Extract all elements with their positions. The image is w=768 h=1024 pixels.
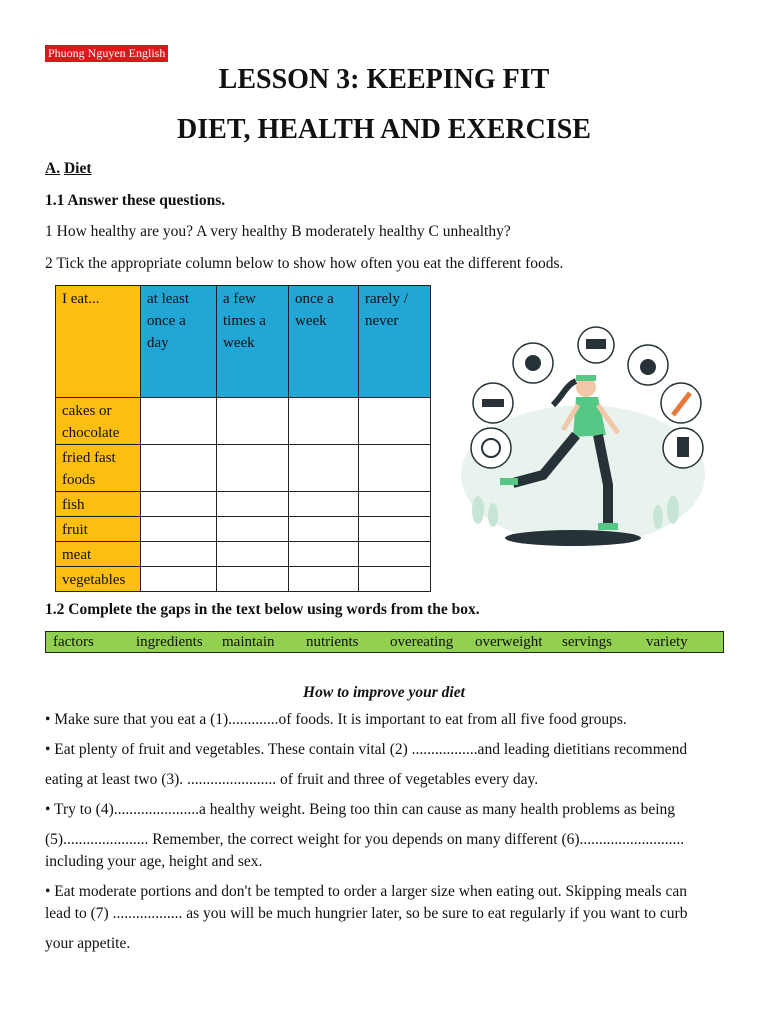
text-line: • Try to (4)......................a healthy weight. Being too thin can cause as many health problems as being: [45, 801, 676, 818]
food-label: fried fast foods: [56, 445, 141, 492]
text-line: your appetite.: [45, 935, 131, 952]
exercise-1-2-heading: 1.2 Complete the gaps in the text below using words from the box.: [45, 601, 480, 618]
text-line: • Eat moderate portions and don't be tempted to order a larger size when eating out. Skipping meals can: [45, 883, 687, 900]
text-title: How to improve your diet: [303, 684, 465, 701]
tick-cell[interactable]: [217, 445, 289, 492]
word-item: factors: [53, 634, 94, 650]
table-row: [56, 398, 431, 445]
tick-cell[interactable]: [217, 542, 289, 567]
text-line: lead to (7) .................. as you will be much hungrier later, so be sure to eat regularly if you want to curb: [45, 905, 688, 922]
table-row: [56, 492, 431, 517]
table-row: [56, 542, 431, 567]
word-item: nutrients: [306, 634, 359, 650]
food-label: vegetables: [56, 567, 141, 592]
tick-cell[interactable]: [359, 492, 431, 517]
word-item: ingredients: [136, 634, 203, 650]
tick-cell[interactable]: [289, 492, 359, 517]
lesson-title: LESSON 3: KEEPING FIT: [218, 64, 550, 95]
tick-cell[interactable]: [289, 445, 359, 492]
tick-cell[interactable]: [359, 567, 431, 592]
food-label: meat: [56, 542, 141, 567]
tick-cell[interactable]: [141, 492, 217, 517]
exercise-1-1-heading: 1.1 Answer these questions.: [45, 192, 226, 209]
tick-cell[interactable]: [141, 517, 217, 542]
header-weekly: once a week: [289, 286, 359, 398]
word-item: variety: [646, 634, 688, 650]
question-1: 1 How healthy are you? A very healthy B moderately healthy C unhealthy?: [45, 223, 511, 240]
food-label: fruit: [56, 517, 141, 542]
tick-cell[interactable]: [359, 445, 431, 492]
food-label: fish: [56, 492, 141, 517]
food-label: cakes or chocolate: [56, 398, 141, 445]
section-letter: A.: [45, 160, 61, 177]
ground-shadow: [505, 530, 641, 546]
lesson-subtitle: DIET, HEALTH AND EXERCISE: [177, 114, 591, 145]
text-line: • Make sure that you eat a (1).............of foods. It is important to eat from all five food groups.: [45, 711, 627, 728]
runner-shirt: [573, 397, 606, 437]
tick-cell[interactable]: [141, 398, 217, 445]
table-row: [56, 517, 431, 542]
tick-cell[interactable]: [217, 492, 289, 517]
tick-cell[interactable]: [289, 517, 359, 542]
tick-cell[interactable]: [289, 567, 359, 592]
section-name: Diet: [63, 160, 92, 177]
table-row: [56, 445, 431, 492]
tick-cell[interactable]: [359, 517, 431, 542]
header-i-eat: I eat...: [56, 286, 141, 398]
tick-cell[interactable]: [141, 445, 217, 492]
tick-cell[interactable]: [359, 542, 431, 567]
word-item: overeating: [390, 634, 454, 650]
text-line: • Eat plenty of fruit and vegetables. These contain vital (2) .................and leading dietitians recommend: [45, 741, 688, 758]
tick-cell[interactable]: [217, 398, 289, 445]
tick-cell[interactable]: [289, 542, 359, 567]
tick-cell[interactable]: [217, 517, 289, 542]
word-item: overweight: [475, 634, 543, 650]
tick-cell[interactable]: [141, 542, 217, 567]
table-row: [56, 567, 431, 592]
section-a-heading: [45, 160, 92, 178]
header-few-times: a few times a week: [217, 286, 289, 398]
tick-cell[interactable]: [359, 398, 431, 445]
header-daily: at least once a day: [141, 286, 217, 398]
text-line: (5)...................... Remember, the correct weight for you depends on many different (6)...........................: [45, 831, 685, 848]
header-rarely: rarely / never: [359, 286, 431, 398]
table-header-row: [56, 286, 431, 398]
tick-cell[interactable]: [289, 398, 359, 445]
alarm-clock-icon: [471, 428, 511, 468]
word-item: maintain: [222, 634, 275, 650]
tick-cell[interactable]: [217, 567, 289, 592]
food-frequency-table: [55, 285, 431, 592]
tick-cell[interactable]: [141, 567, 217, 592]
runner-illustration: [458, 325, 713, 550]
text-line: eating at least two (3). ....................... of fruit and three of vegetables every day.: [45, 771, 539, 788]
word-box: [45, 631, 724, 653]
word-item: servings: [562, 634, 612, 650]
question-2: 2 Tick the appropriate column below to show how often you eat the different foods.: [45, 255, 564, 272]
text-line: including your age, height and sex.: [45, 853, 263, 870]
brand-label: Phuong Nguyen English: [45, 45, 168, 62]
